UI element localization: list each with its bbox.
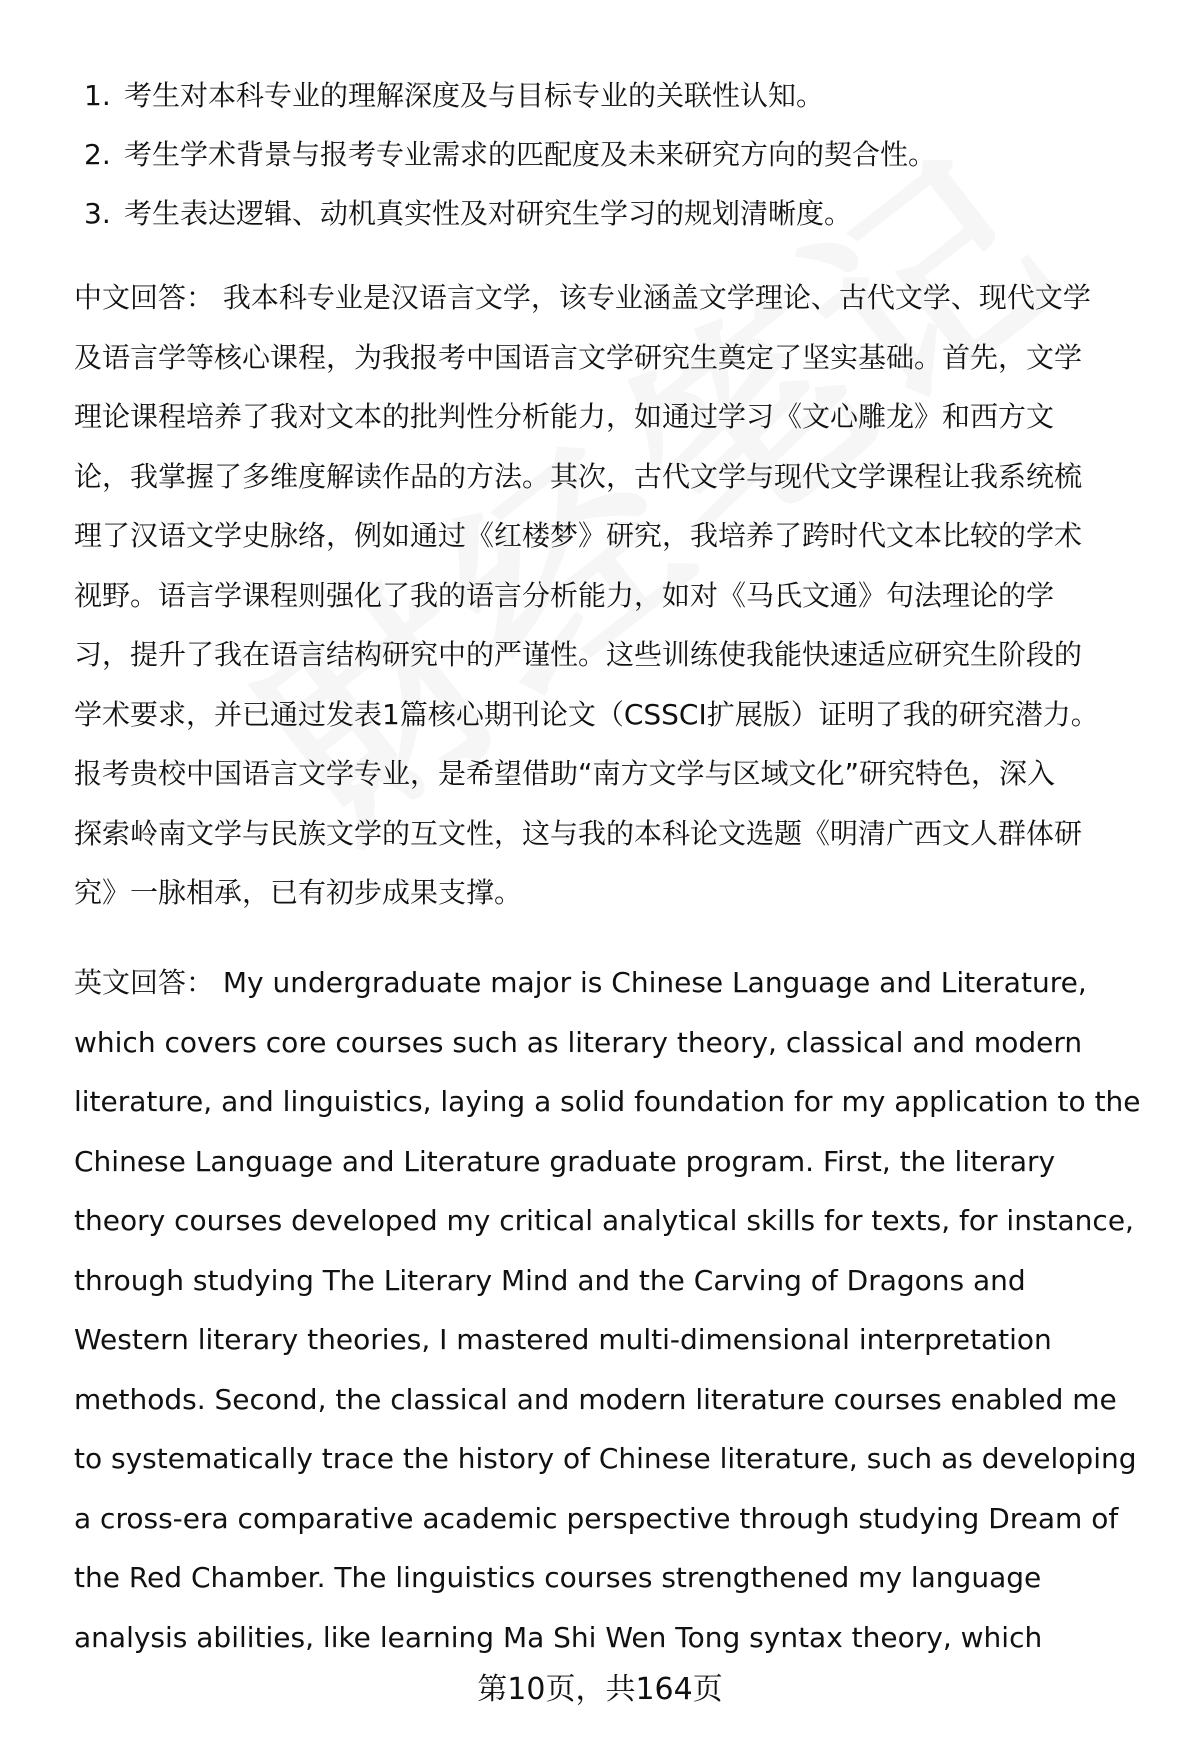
paragraph-line: Chinese Language and Literature graduate program. First, the literary	[74, 1144, 1056, 1178]
paragraph-line: a cross-era comparative academic perspective through studying Dream of	[74, 1501, 1119, 1535]
english-answer-paragraph	[74, 953, 1159, 1667]
paragraph-line: 理了汉语文学史脉络，例如通过《红楼梦》研究，我培养了跨时代文本比较的学术	[74, 519, 1083, 552]
paragraph-line: 习，提升了我在语言结构研究中的严谨性。这些训练使我能快速适应研究生阶段的	[74, 638, 1083, 671]
paragraph-line: 论，我掌握了多维度解读作品的方法。其次，古代文学与现代文学课程让我系统梳	[74, 459, 1083, 493]
paragraph-line: Western literary theories, I mastered multi-dimensional interpretation	[74, 1323, 1052, 1356]
paragraph-line: literature, and linguistics, laying a solid foundation for my application to the	[74, 1085, 1141, 1118]
criteria-item	[72, 184, 1152, 243]
criteria-item	[72, 125, 1152, 184]
paragraph-line: 学术要求，并已通过发表1篇核心期刊论文（CSSCI扩展版）证明了我的研究潜力。	[74, 697, 1099, 731]
paragraph-line: 究》一脉相承，已有初步成果支撑。	[74, 876, 523, 909]
criteria-list	[72, 66, 1152, 243]
criteria-text: 考生学术背景与报考专业需求的匹配度及未来研究方向的契合性。	[124, 138, 937, 171]
paragraph-line: the Red Chamber. The linguistics courses strengthened my language	[74, 1561, 1042, 1594]
paragraph-line: 英文回答： My undergraduate major is Chinese Language and Literature,	[74, 966, 1087, 999]
paragraph-line: 理论课程培养了我对文本的批判性分析能力，如通过学习《文心雕龙》和西方文	[74, 400, 1055, 433]
paragraph-line: theory courses developed my critical analytical skills for texts, for instance,	[74, 1204, 1134, 1237]
paragraph-line: 中文回答： 我本科专业是汉语言文学，该专业涵盖文学理论、古代文学、现代文学	[74, 281, 1091, 314]
paragraph-line: 及语言学等核心课程，为我报考中国语言文学研究生奠定了坚实基础。首先，文学	[74, 340, 1083, 374]
paragraph-line: analysis abilities, like learning Ma Shi Wen Tong syntax theory, which	[74, 1620, 1043, 1654]
paragraph-line: 报考贵校中国语言文学专业，是希望借助“南方文学与区域文化”研究特色，深入	[74, 757, 1056, 790]
criteria-text: 考生表达逻辑、动机真实性及对研究生学习的规划清晰度。	[124, 197, 853, 230]
paragraph-line: through studying The Literary Mind and the Carving of Dragons and	[74, 1263, 1026, 1297]
paragraph-line: 探索岭南文学与民族文学的互文性，这与我的本科论文选题《明清广西文人群体研	[74, 816, 1083, 850]
criteria-number: 2.	[84, 138, 111, 171]
paragraph-line: to systematically trace the history of Chinese literature, such as developing	[74, 1442, 1137, 1475]
paragraph-line: 视野。语言学课程则强化了我的语言分析能力，如对《马氏文通》句法理论的学	[74, 578, 1055, 612]
chinese-answer-paragraph	[74, 268, 1159, 923]
criteria-item	[72, 66, 1152, 125]
criteria-text: 考生对本科专业的理解深度及与目标专业的关联性认知。	[124, 79, 825, 112]
page-number-footer: 第10页，共164页	[477, 1672, 723, 1707]
criteria-number: 1.	[84, 79, 111, 112]
paragraph-line: which covers core courses such as literary theory, classical and modern	[74, 1025, 1083, 1059]
paragraph-line: methods. Second, the classical and modern literature courses enabled me	[74, 1382, 1117, 1416]
criteria-number: 3.	[84, 197, 111, 230]
